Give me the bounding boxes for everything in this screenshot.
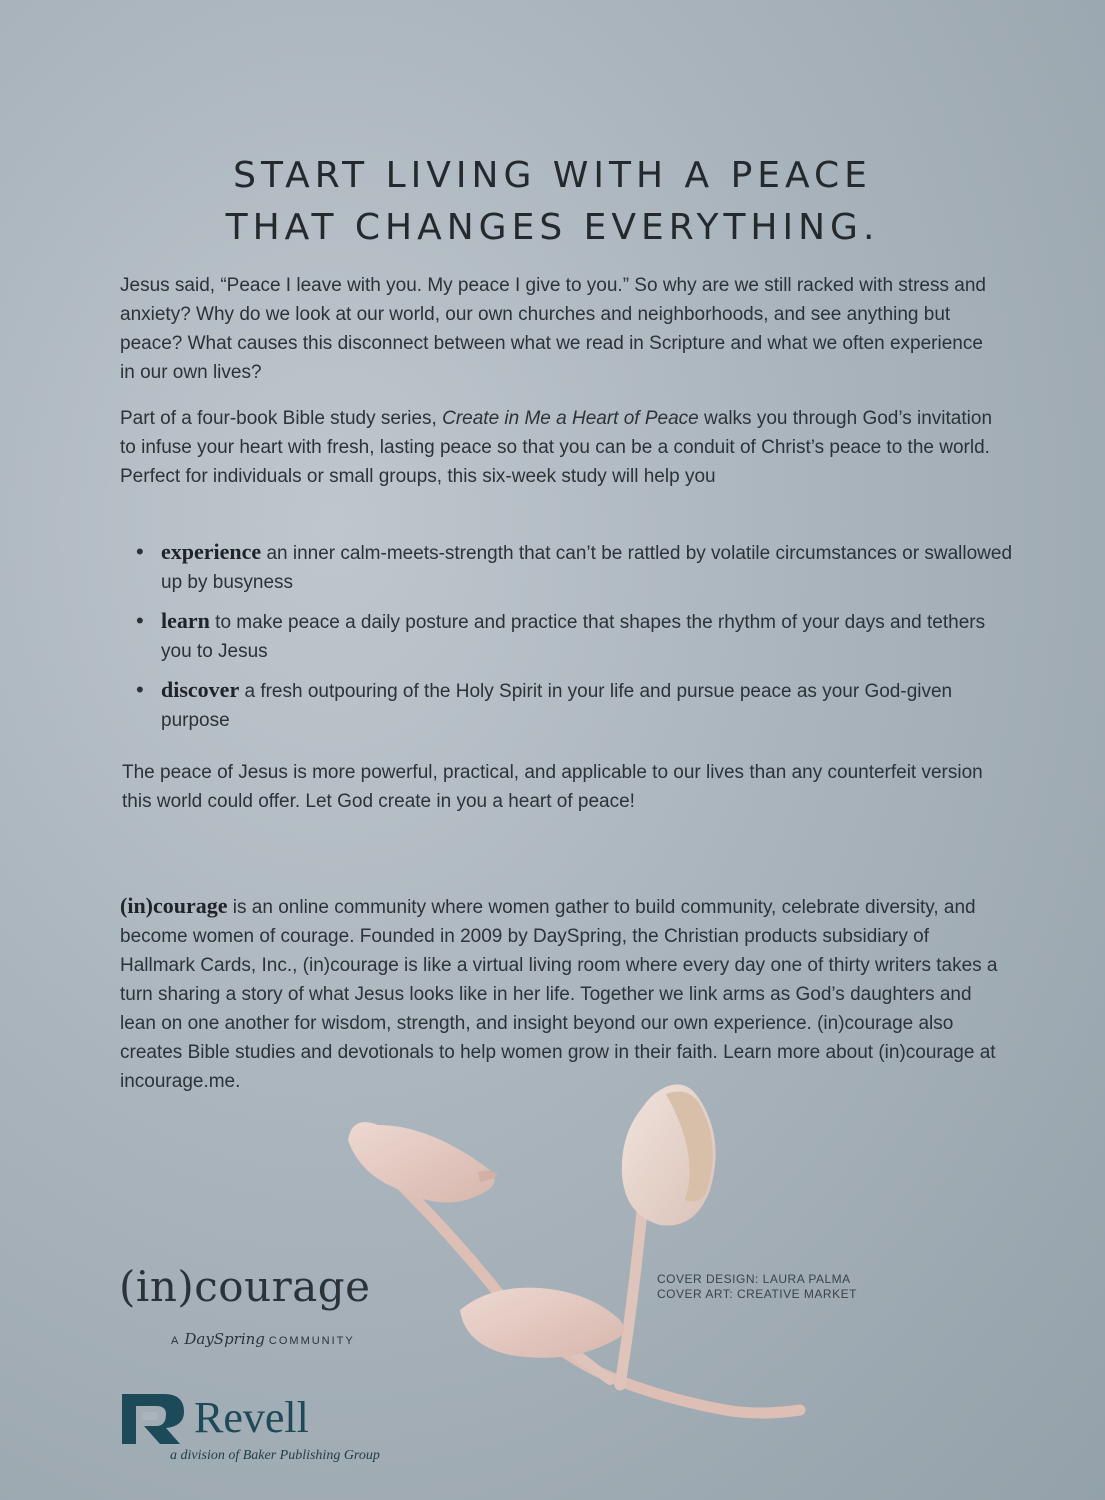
series-text-start: Part of a four-book Bible study series, bbox=[120, 408, 443, 429]
tulip-illustration bbox=[330, 1080, 850, 1420]
benefit-text: to make peace a daily posture and practice that shapes the rhythm of your days and tethers you to Jesus bbox=[161, 612, 986, 662]
benefit-lead: discover bbox=[161, 677, 240, 702]
bullet-icon: • bbox=[136, 677, 144, 702]
headline-line-2: THAT CHANGES EVERYTHING. bbox=[225, 207, 880, 248]
dayspring-prefix: A bbox=[171, 1335, 181, 1347]
series-text-end: walks you through God’s invitation to infuse your heart with fresh, lasting peace so that you can be a conduit of Christ’s peace to the world. Perfect for individuals or small groups, this six-week study will help you bbox=[120, 408, 993, 487]
about-brand: (in)courage bbox=[120, 893, 228, 918]
series-paragraph bbox=[120, 404, 1000, 491]
benefits-list bbox=[134, 537, 1014, 744]
intro-paragraph bbox=[120, 271, 1000, 387]
benefit-item bbox=[134, 537, 1014, 597]
revell-logo-text: Revell bbox=[194, 1393, 309, 1442]
series-text bbox=[120, 404, 1000, 491]
benefit-item bbox=[134, 606, 1014, 666]
book-title: Create in Me a Heart of Peace bbox=[442, 408, 699, 429]
dayspring-tagline bbox=[171, 1330, 355, 1348]
left-bud bbox=[348, 1122, 495, 1202]
dayspring-name: DaySpring bbox=[184, 1330, 265, 1348]
benefit-lead: experience bbox=[161, 539, 262, 564]
cover-design-credit: COVER DESIGN: LAURA PALMA bbox=[657, 1272, 851, 1286]
bullet-icon: • bbox=[136, 539, 144, 564]
closing-text: The peace of Jesus is more powerful, practical, and applicable to our lives than any counterfeit version this world could offer. Let God create in you a heart of peace! bbox=[122, 762, 983, 812]
lower-bud bbox=[460, 1288, 624, 1358]
revell-subtitle: a division of Baker Publishing Group bbox=[170, 1448, 380, 1463]
cover-credits bbox=[657, 1272, 857, 1302]
cover-art-credit: COVER ART: CREATIVE MARKET bbox=[657, 1287, 857, 1301]
bullet-icon: • bbox=[136, 608, 144, 633]
about-paragraph bbox=[120, 891, 1000, 1096]
headline-line-1: START LIVING WITH A PEACE bbox=[233, 155, 872, 196]
closing-paragraph bbox=[122, 758, 1002, 816]
benefit-lead: learn bbox=[161, 608, 210, 633]
benefit-item bbox=[134, 675, 1014, 735]
about-text bbox=[120, 891, 1000, 1096]
about-body: is an online community where women gather to build community, celebrate diversity, and become women of courage. Founded in 2009 by DaySpring, the Christian products subsidiary of Hallmark Cards, Inc., (in)courage is like a virtual living room where every day one of thirty writers takes a turn sharing a story of what Jesus looks like in her life. Together we link arms as God’s daughters and lean on one another for wisdom, strength, and insight beyond our own experience. (in)courage also creates Bible studies and devotionals to help women grow in their faith. Learn more about (in)courage at incourage.me. bbox=[120, 897, 998, 1092]
dayspring-suffix: COMMUNITY bbox=[268, 1335, 355, 1347]
headline bbox=[0, 150, 1105, 254]
revell-logo-icon bbox=[120, 1390, 186, 1446]
intro-text: Jesus said, “Peace I leave with you. My peace I give to you.” So why are we still racked with stress and anxiety? Why do we look at our world, our own churches and neighborhoods, and see anything but peace? What causes this disconnect between what we read in Scripture and what we often experience in our own lives? bbox=[120, 275, 986, 383]
incourage-logo: (in)courage bbox=[119, 1262, 371, 1311]
benefit-text: a fresh outpouring of the Holy Spirit in your life and pursue peace as your God-given purpose bbox=[161, 681, 953, 731]
benefit-text: an inner calm-meets-strength that can’t be rattled by volatile circumstances or swallowed up by busyness bbox=[161, 543, 1013, 593]
